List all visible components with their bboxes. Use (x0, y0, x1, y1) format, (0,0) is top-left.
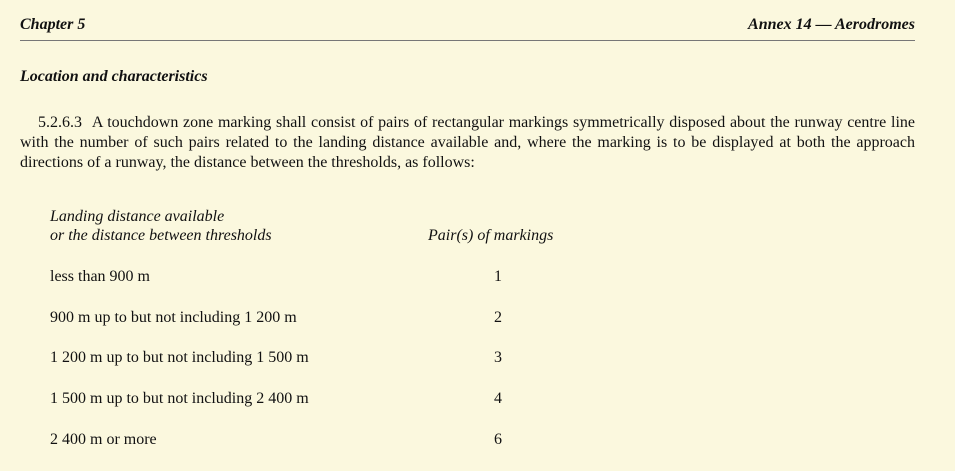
pairs-cell: 6 (494, 431, 502, 448)
paragraph-number: 5.2.6.3 (38, 114, 82, 131)
table-column-header-pairs: Pair(s) of markings (428, 227, 554, 244)
table-row (0, 431, 955, 451)
pairs-cell: 3 (494, 349, 502, 366)
table-row (0, 390, 955, 410)
distance-cell: 1 200 m up to but not including 1 500 m (50, 349, 309, 366)
table-row (0, 309, 955, 329)
pairs-cell: 2 (494, 309, 502, 326)
distance-cell: 900 m up to but not including 1 200 m (50, 309, 297, 326)
chapter-title: Chapter 5 (20, 16, 86, 33)
table-column-header-distance (50, 207, 272, 245)
page-header (20, 14, 915, 41)
paragraph-text: A touchdown zone marking shall consist of pairs of rectangular markings symmetrically disposed about the runway centre line with the number of such pairs related to the landing distance available and, where the marking is to be displayed at both the approach directions of a runway, the distance between the thresholds, as follows: (20, 114, 915, 171)
pairs-cell: 1 (494, 268, 502, 285)
table-row (0, 268, 955, 288)
section-heading: Location and characteristics (20, 68, 208, 85)
document-title: Annex 14 — Aerodromes (748, 16, 915, 33)
column-header-line-1: Landing distance available (50, 208, 225, 225)
distance-cell: 2 400 m or more (50, 431, 157, 448)
distance-cell: less than 900 m (50, 268, 150, 285)
paragraph (20, 113, 915, 173)
column-header-line-2: or the distance between thresholds (50, 227, 272, 244)
table-row (0, 349, 955, 369)
distance-cell: 1 500 m up to but not including 2 400 m (50, 390, 309, 407)
pairs-cell: 4 (494, 390, 502, 407)
